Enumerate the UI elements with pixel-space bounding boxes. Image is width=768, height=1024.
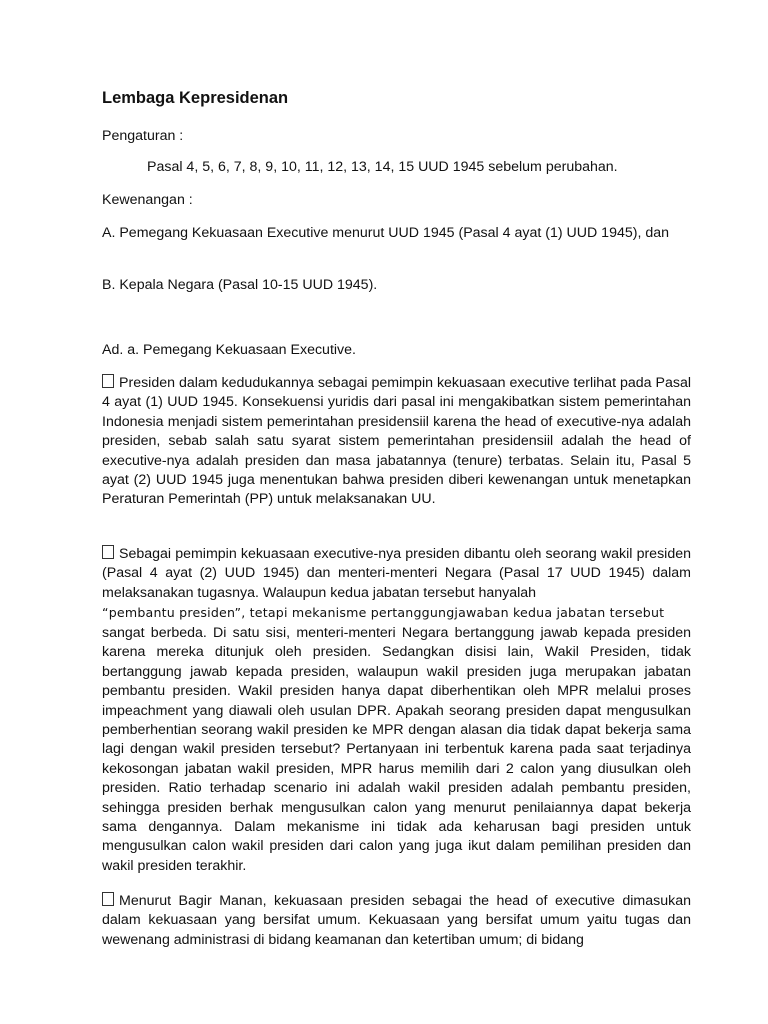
bullet-placeholder-icon (102, 545, 114, 559)
kewenangan-item-a: A. Pemegang Kekuasaan Executive menurut UUD 1945 (Pasal 4 ayat (1) UUD 1945), dan (102, 225, 670, 241)
paragraph-3-text: Menurut Bagir Manan, kekuasaan presiden sebagai the head of executive dimasukan dalam kekuasaan yang bersifat umum. Kekuasaan yang bersifat umum yaitu tugas dan wewenang administrasi di bidang keamanan dan ketertiban umum; di bidang (102, 893, 691, 948)
paragraph-3 (102, 892, 691, 950)
paragraph-2-text-c: sangat berbeda. Di satu sisi, menteri-menteri Negara bertanggung jawab kepada presiden karena mereka ditunjuk oleh presiden. Sedangkan disisi lain, Wakil Presiden, tidak bertanggung jawab kepada presiden, walaupun wakil presiden juga merupakan jabatan pembantu presiden. Wakil presiden hanya dapat diberhentikan oleh MPR melalui proses impeachment yang diawali oleh usulan DPR. Apakah seorang presiden dapat mengusulkan pemberhentian seorang wakil presiden ke MPR dengan alasan dia tidak dapat bekerja sama lagi dengan wakil presiden tersebut? Pertanyaan ini terbentuk karena pada saat terjadinya kekosongan jabatan wakil presiden, MPR harus memilih dari 2 calon yang diusulkan oleh presiden. Ratio terhadap scenario ini adalah wakil presiden adalah pembantu presiden, sehingga presiden berhak mengusulkan calon yang menurut penilaiannya dapat bekerja sama dengannya. Dalam mekanisme ini tidak ada keharusan bagi presiden untuk mengusulkan calon wakil presiden dari calon yang juga ikut dalam pemilihan presiden dan wakil presiden terakhir. (102, 625, 691, 874)
paragraph-2 (102, 545, 691, 603)
kewenangan-label: Kewenangan : (102, 192, 193, 208)
paragraph-1-text: Presiden dalam kedudukannya sebagai pemimpin kekuasaan executive terlihat pada Pasal 4 ayat (1) UUD 1945. Konsekuensi yuridis dari pasal ini mengakibatkan sistem pemerintahan Indonesia menjadi sistem pemerintahan presidensiil karena the head of executive-nya adalah presiden, sebab salah satu syarat sistem pemerintahan presidensiil adalah the head of executive-nya adalah presiden dan masa jabatannya (tenure) terbatas. Selain itu, Pasal 5 ayat (2) UUD 1945 juga menentukan bahwa presiden diberi kewenangan untuk menetapkan Peraturan Pemerintah (PP) untuk melaksanakan UU. (102, 375, 691, 508)
paragraph-2-quoted-line: “pembantu presiden”, tetapi mekanisme pertanggungjawaban kedua jabatan tersebut (102, 605, 665, 620)
bullet-placeholder-icon (102, 374, 114, 388)
paragraph-1 (102, 374, 691, 510)
section-heading-ad-a: Ad. a. Pemegang Kekuasaan Executive. (102, 342, 356, 358)
pengaturan-label: Pengaturan : (102, 128, 184, 144)
bullet-placeholder-icon (102, 892, 114, 906)
pengaturan-text: Pasal 4, 5, 6, 7, 8, 9, 10, 11, 12, 13, 14, 15 UUD 1945 sebelum perubahan. (147, 159, 618, 175)
paragraph-2-text-a: Sebagai pemimpin kekuasaan executive-nya presiden dibantu oleh seorang wakil presiden (Pasal 4 ayat (2) UUD 1945) dan menteri-menteri Negara (Pasal 17 UUD 1945) dalam melaksanakan tugasnya. Walaupun kedua jabatan tersebut hanyalah (102, 546, 691, 601)
kewenangan-item-b: B. Kepala Negara (Pasal 10-15 UUD 1945). (102, 277, 378, 293)
document-title: Lembaga Kepresidenan (102, 89, 289, 107)
